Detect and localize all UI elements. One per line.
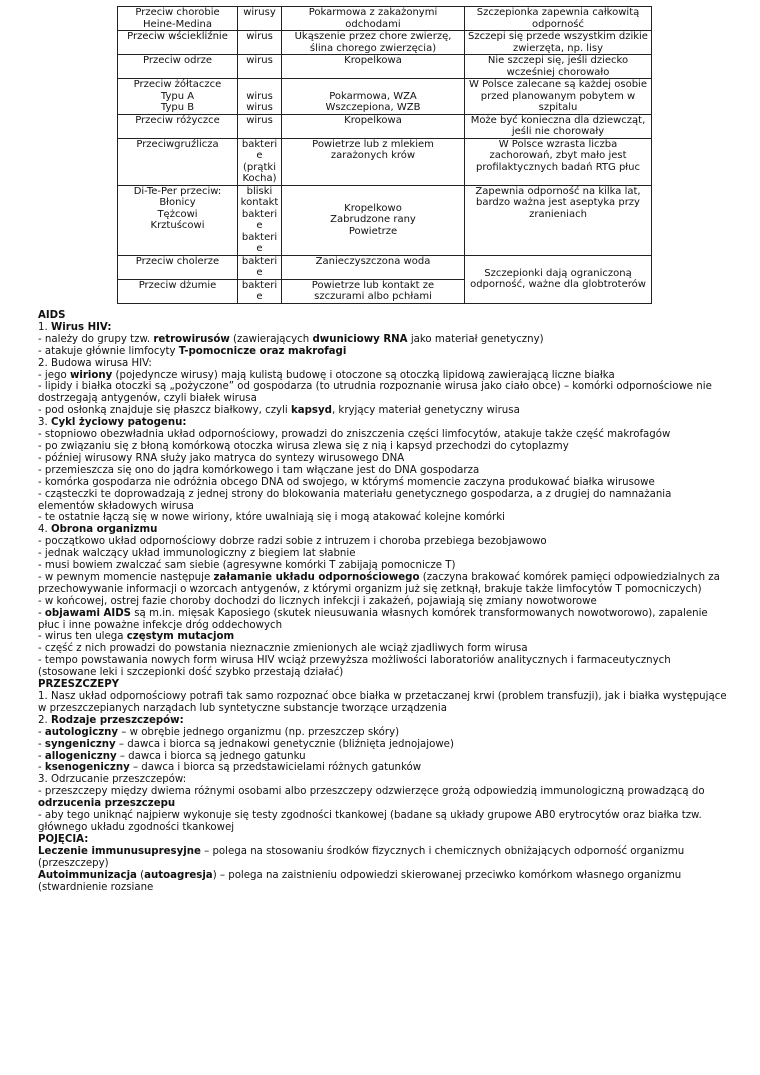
cell-line: e (256, 243, 263, 254)
cell-line: odporność, ważne dla globtroterów (470, 279, 646, 290)
text-segment: - lipidy i białka otoczki są „pożyczone” od gospodarza (to utrudnia rozpoznanie wirusa jako ciało obce) – komórki odpornościowe nie dostrzegają antygenów, czyli białek wirusa (38, 381, 712, 405)
vaccine-name-cell (118, 138, 238, 185)
text-line (38, 655, 728, 679)
text-segment: - (38, 738, 45, 750)
text-line (38, 631, 728, 643)
text-line (38, 524, 728, 536)
transmission-route-cell (282, 279, 465, 303)
text-line (38, 453, 728, 465)
text-line (38, 512, 728, 524)
cell-line: Zabrudzone rany (330, 214, 416, 226)
text-line (38, 774, 728, 786)
text-segment: - komórka gospodarza nie odróżnia obcego DNA od swojego, w którymś momencie zaczyna produkować białka wirusowe (38, 476, 655, 488)
cell-line: Nie szczepi się, jeśli dziecko (487, 55, 629, 66)
bold-text: kapsyd (290, 405, 332, 417)
bold-text: AIDS (38, 310, 66, 321)
table-row (118, 55, 652, 79)
vaccine-notes-cell (465, 31, 652, 55)
cell-line: Kropelkowo (344, 202, 402, 214)
cell-line: Powietrze (348, 225, 398, 237)
table-row (118, 7, 652, 31)
text-segment: - tempo powstawania nowych form wirusa HIV wciąż przewyższa możliwości laboratoriów analitycznych i farmaceutycznych (stosowane leki i szczepionki dość szybko przestają działać) (38, 655, 671, 679)
vaccine-notes-cell (465, 138, 652, 185)
cell-line: W Polsce wzrasta liczba (498, 138, 618, 150)
text-segment: - cząsteczki te doprowadzają z jednej strony do blokowania materiału genetycznego gospodarza, a z drugiej do namnażania elementów składowych wirusa (38, 488, 672, 512)
bold-text: wiriony (69, 369, 113, 381)
cell-line: kontakt (240, 197, 279, 208)
text-line (38, 560, 728, 572)
cell-line: odporność (531, 18, 585, 30)
text-segment: ( (136, 869, 145, 881)
cell-line: Tężcowi (157, 208, 198, 220)
text-line (38, 370, 728, 382)
text-segment: - jego (38, 369, 70, 381)
transmission-route-cell (282, 55, 465, 79)
text-segment: - część z nich prowadzi do powstania nieznacznie zmienionych ale wciąż zjadliwych form wirusa (38, 643, 528, 655)
cell-line: e (256, 150, 263, 161)
cell-line: e (256, 220, 263, 231)
text-segment: - atakuje głównie limfocyty (38, 345, 179, 357)
text-segment: - (38, 726, 45, 738)
cell-line: Pokarmowa, WZA (329, 90, 417, 102)
text-segment: - przeszczepy między dwiema różnymi osobami albo przeszczepy odzwierzęce grożą odpowiedzią immunologiczną prowadzącą do (38, 786, 705, 798)
cell-line: Szczepionka zapewnia całkowitą (476, 7, 640, 18)
cell-line: Przeciw chorobie (135, 7, 220, 18)
text-segment: - w pewnym momencie następuje (38, 571, 214, 583)
cell-line: Heine-Medina (143, 18, 212, 30)
cell-line: przed planowanym pobytem w (480, 90, 636, 102)
text-segment: – dawca i biorca są jednakowi genetycznie (bliźnięta jednojajowe) (115, 738, 454, 750)
table-row (118, 185, 652, 255)
vaccine-notes-cell (465, 185, 652, 255)
transmission-route-cell (282, 185, 465, 255)
vaccine-notes-cell (465, 114, 652, 138)
cell-line: odchodami (345, 18, 401, 30)
vaccine-notes-cell (465, 7, 652, 31)
bold-text: T-pomocnicze oraz makrofagi (178, 345, 347, 357)
table-row (118, 138, 652, 185)
text-line (38, 441, 728, 453)
bold-text: autoagresja (144, 869, 213, 881)
pathogen-type-cell (238, 185, 282, 255)
cell-line: zranieniach (529, 208, 587, 220)
transmission-route-cell (282, 79, 465, 115)
bold-text: objawami AIDS (44, 607, 131, 619)
table-row (118, 255, 652, 279)
text-segment: – dawca i biorca są przedstawicielami różnych gatunków (129, 762, 422, 774)
cell-line: Przeciw wściekliźnie (127, 31, 228, 42)
cell-line: zarażonych krów (330, 150, 416, 161)
text-segment: 1. Nasz układ odpornościowy potrafi tak samo rozpoznać obce białka w przetaczanej krwi (problem transfuzji), jak i białka występujące w przeszczepianych narządach lub syntetyczne substancje tworzące urządzenia (38, 691, 727, 714)
pathogen-type-cell (238, 79, 282, 115)
bold-text: Autoimmunizacja (38, 869, 137, 881)
cell-line: Szczepionki dają ograniczoną (484, 267, 632, 279)
text-segment: - należy do grupy tzw. (38, 333, 154, 345)
bold-text: Obrona organizmu (50, 524, 158, 536)
text-line (38, 536, 728, 548)
table-row (118, 31, 652, 55)
text-line (38, 608, 728, 632)
bold-text: retrowirusów (153, 333, 230, 345)
vaccine-name-cell (118, 55, 238, 79)
cell-line: wirus (246, 102, 273, 113)
cell-line: Może być konieczna dla dziewcząt, (470, 114, 646, 126)
cell-line: W Polsce zalecane są każdej osobie (469, 79, 647, 90)
transmission-route-cell (282, 31, 465, 55)
cell-line: Ukąszenie przez chore zwierzę, (294, 31, 452, 42)
cell-line: wirus (246, 55, 273, 66)
pathogen-type-cell (238, 114, 282, 138)
cell-line: bakteri (241, 208, 278, 220)
pathogen-type-cell (238, 7, 282, 31)
cell-line: bardzo ważna jest aseptyka przy (476, 197, 640, 208)
transmission-route-cell (282, 114, 465, 138)
transmission-route-cell (282, 138, 465, 185)
vaccine-notes-cell (465, 55, 652, 79)
pathogen-type-cell (238, 255, 282, 279)
transmission-route-cell (282, 7, 465, 31)
text-line (38, 762, 728, 774)
text-line (38, 322, 728, 334)
cell-line: Przeciw dżumie (138, 279, 217, 291)
vaccine-table (117, 6, 652, 304)
text-line (38, 870, 728, 894)
text-segment: – w obrębie jednego organizmu (np. przeszczep skóry) (118, 726, 400, 738)
cell-line: wirusy (243, 7, 276, 18)
bold-text: Wirus HIV: (50, 321, 112, 333)
vaccine-name-cell (118, 279, 238, 303)
vaccine-name-cell (118, 79, 238, 115)
text-line (38, 358, 728, 370)
vaccine-name-cell (118, 185, 238, 255)
cell-line: szczurami albo pchłami (314, 291, 432, 302)
document-text (38, 310, 728, 893)
cell-line: Kropelkowa (344, 114, 402, 126)
text-line (38, 310, 728, 322)
text-segment: - jednak walczący układ immunologiczny z biegiem lat słabnie (38, 548, 356, 560)
bold-text: załamanie układu odpornościowego (213, 571, 420, 583)
text-line (38, 786, 728, 810)
text-line (38, 834, 728, 846)
cell-line: Błonicy (159, 197, 196, 208)
cell-line: Typu B (160, 102, 195, 113)
text-segment: - pod osłonką znajduje się płaszcz białkowy, czyli (38, 405, 291, 417)
cell-line: Zapewnia odporność na kilka lat, (475, 185, 641, 197)
text-line (38, 679, 728, 691)
text-line (38, 334, 728, 346)
text-line (38, 572, 728, 596)
bold-text: dwuniciowy RNA (312, 333, 408, 345)
cell-line: zachorowań, zbyt mało jest (489, 150, 627, 161)
cell-line: Przeciwgruźlicza (136, 138, 219, 150)
text-segment: są m.in. mięsak Kaposiego (skutek nieusuwania własnych komórek transformowanych nowotworowo), zapalenie płuc i inne poważne infekcje dróg oddechowych (38, 607, 708, 631)
text-segment: – dawca i biorca są jednego gatunku (116, 750, 306, 762)
cell-line: Powietrze lub z mlekiem (312, 138, 434, 150)
bold-text: ksenogeniczny (44, 762, 130, 774)
transmission-route-cell (282, 255, 465, 279)
bold-text: Leczenie immunusupresyjne (38, 845, 201, 857)
cell-line: jeśli nie chorowały (511, 126, 605, 137)
cell-line: Zanieczyszczona woda (315, 255, 431, 267)
cell-line: Typu A (160, 90, 195, 102)
cell-line: e (256, 267, 263, 278)
text-segment: - aby tego uniknąć najpierw wykonuje się testy zgodności tkankowej (badane są układy grupowe AB0 erytrocytów oraz białka tzw. głównego układu zgodności tkankowej (38, 810, 702, 833)
cell-line: Przeciw odrze (143, 55, 212, 66)
text-segment: - musi bowiem zwalczać sam siebie (agresywne komórki T zabijają pomocnicze T) (38, 560, 456, 572)
vaccine-name-cell (118, 114, 238, 138)
text-segment: - wirus ten ulega (38, 631, 127, 643)
text-line (38, 846, 728, 870)
text-segment: 4. (38, 524, 51, 536)
text-line (38, 489, 728, 513)
text-line (38, 751, 728, 763)
bold-text: POJĘCIA: (38, 833, 89, 845)
cell-line: Kropelkowa (344, 55, 402, 66)
text-segment: - (38, 607, 45, 619)
bold-text: Rodzaje przeszczepów: (50, 714, 184, 726)
text-line (38, 691, 728, 715)
cell-line: wirus (246, 114, 273, 126)
text-segment: 3. Odrzucanie przeszczepów: (38, 774, 187, 786)
text-segment: 2. Budowa wirusa HIV: (38, 357, 152, 369)
cell-line: Pokarmowa z zakażonymi (308, 7, 438, 18)
text-line (38, 596, 728, 608)
cell-line: bakteri (241, 255, 278, 267)
text-segment: , kryjący materiał genetyczny wirusa (331, 405, 520, 417)
pathogen-type-cell (238, 31, 282, 55)
pathogen-type-cell (238, 279, 282, 303)
text-line (38, 810, 728, 834)
cell-line: Wszczepiona, WZB (325, 102, 421, 113)
vaccine-name-cell (118, 7, 238, 31)
text-line (38, 643, 728, 655)
vaccine-notes-cell (465, 255, 652, 303)
text-segment: - przemieszcza się ono do jądra komórkowego i tam włączane jest do DNA gospodarza (38, 464, 480, 476)
cell-line: Kocha) (242, 173, 277, 184)
vaccine-name-cell (118, 31, 238, 55)
pathogen-type-cell (238, 55, 282, 79)
vaccine-name-cell (118, 255, 238, 279)
text-segment: - stopniowo obezwładnia układ odpornościowy, prowadzi do zniszczenia części limfocytów, atakuje także część makrofagów (38, 429, 671, 441)
text-line (38, 548, 728, 560)
bold-text: PRZESZCZEPY (38, 679, 120, 691)
cell-line: Powietrze lub kontakt ze (311, 279, 435, 291)
text-segment: 2. (38, 714, 51, 726)
text-line (38, 727, 728, 739)
table-row (118, 79, 652, 115)
cell-line: bliski (246, 185, 273, 197)
text-segment: - po związaniu się z błoną komórkową otoczka wirusa zlewa się z nią i kapsyd przechodzi do cytoplazmy (38, 440, 569, 452)
text-segment: 3. (38, 417, 51, 429)
table-row (118, 114, 652, 138)
text-line (38, 405, 728, 417)
text-line (38, 715, 728, 727)
text-line (38, 417, 728, 429)
cell-line: Przeciw żółtaczce (133, 79, 222, 90)
cell-line: e (256, 291, 263, 302)
cell-line: zwierzęta, np. lisy (512, 42, 603, 54)
bold-text: autologiczny (44, 726, 119, 738)
cell-line: bakteri (241, 138, 278, 150)
cell-line: ślina chorego zwierzęcia) (309, 42, 437, 54)
text-segment: (pojedyncze wirusy) mają kulistą budowę i otoczone są otoczką lipidową zawierającą liczne białka (112, 369, 615, 381)
text-segment: - (38, 762, 45, 774)
cell-line: Krztuścowi (150, 220, 205, 231)
vaccine-notes-cell (465, 79, 652, 115)
cell-line: profilaktycznych badań RTG płuc (476, 161, 640, 173)
text-segment: – polega na stosowaniu środków fizycznych i chemicznych obniżających odporność organizmu (przeszczepy) (38, 845, 685, 869)
cell-line: (prątki (243, 161, 276, 173)
text-segment: 1. (38, 321, 51, 333)
cell-line: bakteri (241, 231, 278, 243)
bold-text: allogeniczny (44, 750, 117, 762)
cell-line: Szczepi się przede wszystkim dzikie (468, 31, 648, 42)
text-segment: - później wirusowy RNA służy jako matryca do syntezy wirusowego DNA (38, 452, 405, 464)
text-segment: jako materiał genetyczny) (407, 333, 544, 345)
text-segment: - początkowo układ odpornościowy dobrze radzi sobie z intruzem i choroba przebiega bezobjawowo (38, 536, 547, 548)
cell-line: szpitalu (538, 102, 578, 113)
cell-line: bakteri (241, 279, 278, 291)
bold-text: syngeniczny (44, 738, 116, 750)
text-segment: - w końcowej, ostrej fazie choroby dochodzi do licznych infekcji i zakażeń, pojawiają się zmiany nowotworowe (38, 595, 597, 607)
bold-text: Cykl życiowy patogenu: (50, 417, 187, 429)
pathogen-type-cell (238, 138, 282, 185)
cell-line: Przeciw cholerze (135, 255, 220, 267)
text-line (38, 465, 728, 477)
text-segment: - (38, 750, 45, 762)
text-segment: - te ostatnie łączą się w nowe wiriony, które uwalniają się i mogą atakować kolejne komórki (38, 512, 505, 524)
cell-line: wirus (246, 90, 273, 102)
text-segment: (zaczyna brakować komórek pamięci odpowiedzialnych za przechowywanie informacji o wzorcach antygenów, z którymi organizm już się zetknął, brakuje także limfocytów T pomocniczych) (38, 571, 720, 595)
bold-text: częstym mutacjom (126, 631, 235, 643)
text-line (38, 739, 728, 751)
text-line (38, 477, 728, 489)
text-line (38, 381, 728, 405)
bold-text: odrzucenia przeszczepu (38, 798, 176, 810)
cell-line: Di-Te-Per przeciw: (133, 185, 222, 197)
text-line (38, 429, 728, 441)
cell-line: Przeciw różyczce (135, 114, 220, 126)
text-segment: ) – polega na zaistnieniu odpowiedzi skierowanej przeciwko komórkom własnego organizmu (stwardnienie rozsiane (38, 869, 682, 893)
text-line (38, 346, 728, 358)
cell-line: wcześniej chorowało (506, 66, 610, 78)
cell-line: wirus (246, 31, 273, 42)
text-segment: (zawierających (229, 333, 313, 345)
